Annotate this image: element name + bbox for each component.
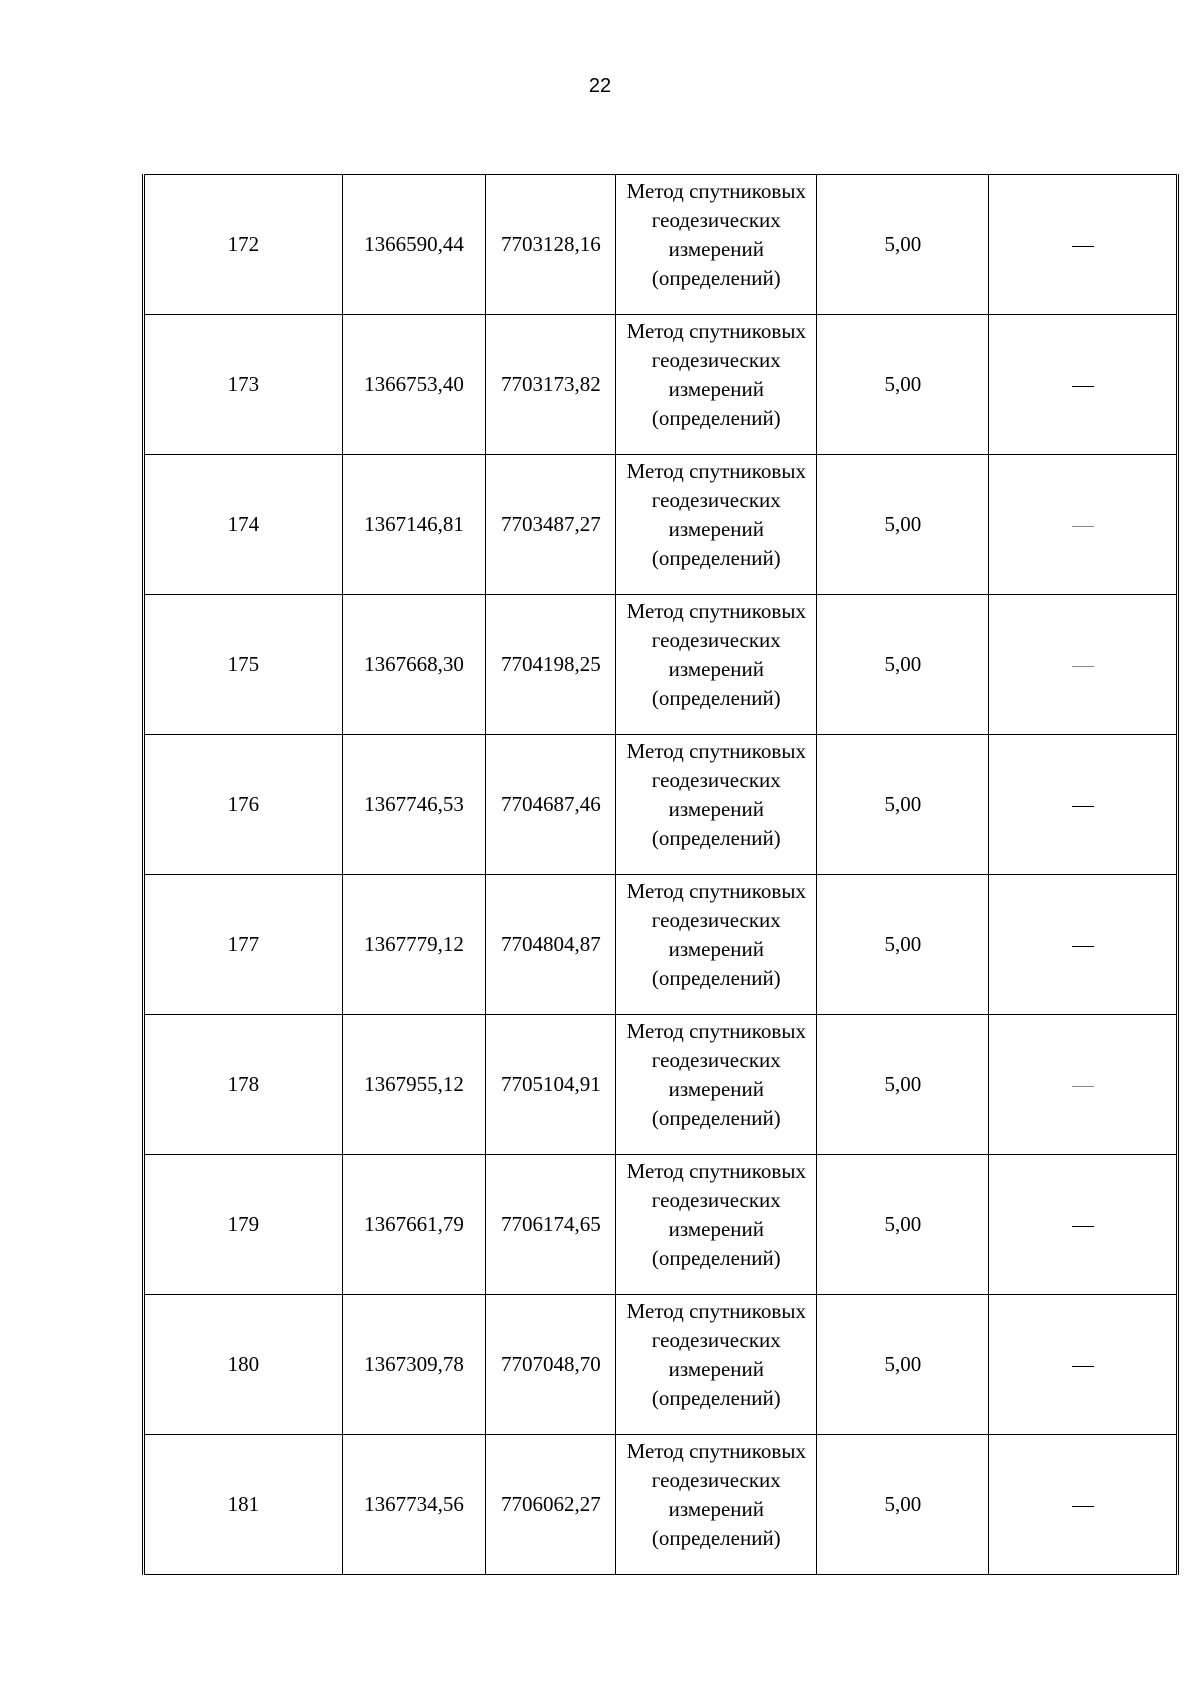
method-line: (определений) (651, 406, 781, 430)
table-row (145, 1295, 1176, 1435)
note-cell (989, 1295, 1176, 1435)
table-row (145, 1435, 1176, 1575)
method-line: (определений) (651, 966, 781, 990)
table-row (145, 455, 1176, 595)
accuracy-cell: 5,00 (817, 1155, 989, 1295)
method-line: Метод спутниковых (626, 599, 806, 623)
accuracy-cell: 5,00 (817, 595, 989, 735)
x-coordinate-cell: 1366590,44 (342, 175, 486, 315)
method-line: геодезических (651, 908, 781, 932)
point-number-cell: 181 (145, 1435, 342, 1575)
note-cell (989, 175, 1176, 315)
point-number-cell: 172 (145, 175, 342, 315)
method-line: геодезических (651, 628, 781, 652)
coordinates-table (145, 174, 1176, 1575)
coordinates-table-wrapper (142, 174, 1179, 1575)
note-cell (989, 875, 1176, 1015)
method-line: геодезических (651, 1188, 781, 1212)
method-line: геодезических (651, 488, 781, 512)
method-line: Метод спутниковых (626, 739, 806, 763)
table-row (145, 1155, 1176, 1295)
method-line: Метод спутниковых (626, 1439, 806, 1463)
method-line: геодезических (651, 1048, 781, 1072)
note-cell (989, 1015, 1176, 1155)
y-coordinate-cell: 7704198,25 (486, 595, 616, 735)
method-line: геодезических (651, 1328, 781, 1352)
method-line: Метод спутниковых (626, 319, 806, 343)
note-cell (989, 455, 1176, 595)
method-line: геодезических (651, 348, 781, 372)
x-coordinate-cell: 1367955,12 (342, 1015, 486, 1155)
method-line: геодезических (651, 208, 781, 232)
note-cell (989, 315, 1176, 455)
note-cell (989, 1155, 1176, 1295)
table-row (145, 735, 1176, 875)
page-number: 22 (588, 75, 612, 97)
table-row (145, 595, 1176, 735)
x-coordinate-cell: 1366753,40 (342, 315, 486, 455)
method-line: измерений (668, 1357, 764, 1381)
point-number-cell: 175 (145, 595, 342, 735)
point-number-cell: 176 (145, 735, 342, 875)
y-coordinate-cell: 7706174,65 (486, 1155, 616, 1295)
accuracy-cell: 5,00 (817, 1015, 989, 1155)
point-number-cell: 174 (145, 455, 342, 595)
method-line: измерений (668, 237, 764, 261)
dash-mark (1072, 1506, 1094, 1507)
method-line: измерений (668, 1217, 764, 1241)
x-coordinate-cell: 1367661,79 (342, 1155, 486, 1295)
accuracy-cell: 5,00 (817, 735, 989, 875)
method-cell (616, 455, 817, 595)
point-number-cell: 177 (145, 875, 342, 1015)
method-line: измерений (668, 377, 764, 401)
method-line: измерений (668, 1077, 764, 1101)
method-line: (определений) (651, 1386, 781, 1410)
y-coordinate-cell: 7703173,82 (486, 315, 616, 455)
y-coordinate-cell: 7704804,87 (486, 875, 616, 1015)
accuracy-cell: 5,00 (817, 1295, 989, 1435)
accuracy-cell: 5,00 (817, 875, 989, 1015)
method-line: Метод спутниковых (626, 459, 806, 483)
method-line: (определений) (651, 266, 781, 290)
accuracy-cell: 5,00 (817, 455, 989, 595)
x-coordinate-cell: 1367668,30 (342, 595, 486, 735)
note-cell (989, 595, 1176, 735)
note-cell (989, 735, 1176, 875)
accuracy-cell: 5,00 (817, 175, 989, 315)
y-coordinate-cell: 7703128,16 (486, 175, 616, 315)
table-row (145, 1015, 1176, 1155)
y-coordinate-cell: 7703487,27 (486, 455, 616, 595)
method-line: Метод спутниковых (626, 179, 806, 203)
y-coordinate-cell: 7706062,27 (486, 1435, 616, 1575)
y-coordinate-cell: 7707048,70 (486, 1295, 616, 1435)
table-row (145, 875, 1176, 1015)
point-number-cell: 173 (145, 315, 342, 455)
dash-mark (1072, 386, 1094, 387)
dash-mark (1072, 806, 1094, 807)
dash-mark (1072, 526, 1094, 527)
dash-mark (1072, 1086, 1094, 1087)
method-cell (616, 1295, 817, 1435)
dash-mark (1072, 246, 1094, 247)
method-cell (616, 735, 817, 875)
method-line: измерений (668, 517, 764, 541)
method-line: (определений) (651, 686, 781, 710)
point-number-cell: 180 (145, 1295, 342, 1435)
point-number-cell: 179 (145, 1155, 342, 1295)
y-coordinate-cell: 7705104,91 (486, 1015, 616, 1155)
table-body (145, 175, 1176, 1575)
method-line: Метод спутниковых (626, 1299, 806, 1323)
x-coordinate-cell: 1367746,53 (342, 735, 486, 875)
method-cell (616, 1015, 817, 1155)
method-line: Метод спутниковых (626, 1019, 806, 1043)
accuracy-cell: 5,00 (817, 315, 989, 455)
y-coordinate-cell: 7704687,46 (486, 735, 616, 875)
x-coordinate-cell: 1367779,12 (342, 875, 486, 1015)
method-cell (616, 595, 817, 735)
method-line: (определений) (651, 1106, 781, 1130)
dash-mark (1072, 666, 1094, 667)
method-line: измерений (668, 937, 764, 961)
x-coordinate-cell: 1367146,81 (342, 455, 486, 595)
method-cell (616, 175, 817, 315)
x-coordinate-cell: 1367309,78 (342, 1295, 486, 1435)
dash-mark (1072, 1226, 1094, 1227)
method-line: геодезических (651, 1468, 781, 1492)
method-line: (определений) (651, 826, 781, 850)
note-cell (989, 1435, 1176, 1575)
dash-mark (1072, 946, 1094, 947)
x-coordinate-cell: 1367734,56 (342, 1435, 486, 1575)
dash-mark (1072, 1366, 1094, 1367)
point-number-cell: 178 (145, 1015, 342, 1155)
table-row (145, 315, 1176, 455)
method-line: Метод спутниковых (626, 1159, 806, 1183)
method-line: измерений (668, 657, 764, 681)
method-line: (определений) (651, 546, 781, 570)
method-line: Метод спутниковых (626, 879, 806, 903)
method-cell (616, 315, 817, 455)
method-line: геодезических (651, 768, 781, 792)
method-line: измерений (668, 1497, 764, 1521)
accuracy-cell: 5,00 (817, 1435, 989, 1575)
method-cell (616, 1155, 817, 1295)
method-line: измерений (668, 797, 764, 821)
method-cell (616, 875, 817, 1015)
method-line: (определений) (651, 1246, 781, 1270)
table-row (145, 175, 1176, 315)
method-line: (определений) (651, 1526, 781, 1550)
method-cell (616, 1435, 817, 1575)
